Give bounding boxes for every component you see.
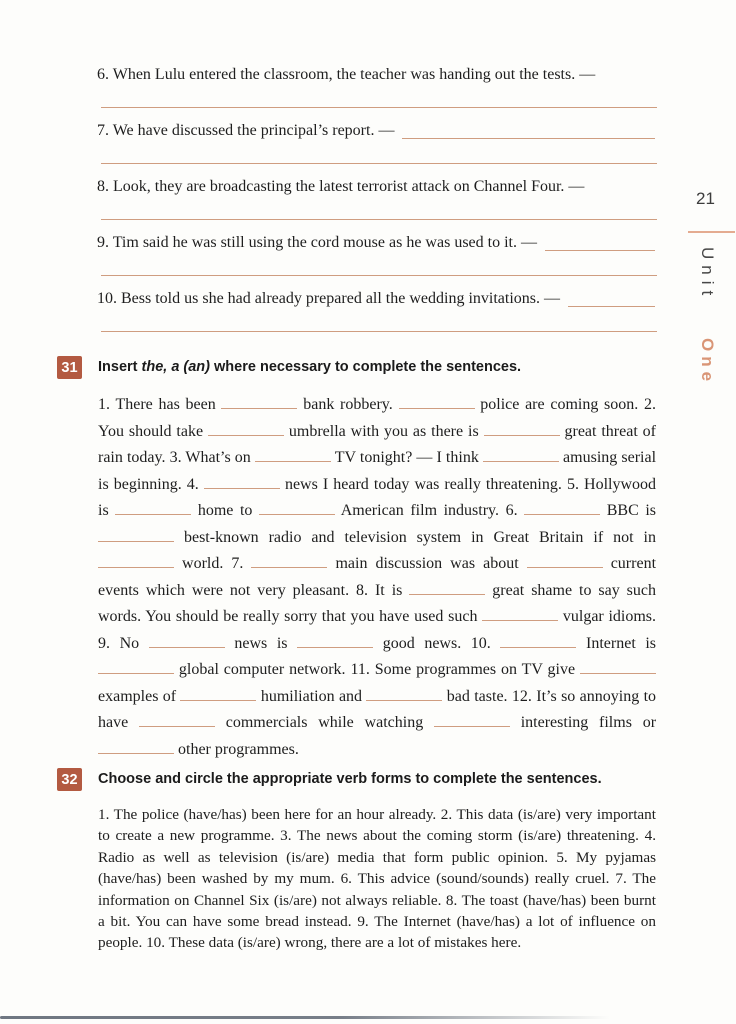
sentence-item-6 — [97, 64, 657, 108]
blank-line — [251, 555, 327, 568]
page-number: 21 — [696, 189, 715, 208]
blank-line — [115, 502, 191, 515]
answer-line — [101, 275, 657, 276]
answer-line — [101, 331, 657, 332]
exercise-instruction — [98, 359, 521, 375]
answer-line — [101, 107, 657, 108]
sentence-item-7 — [97, 120, 657, 164]
blank-line — [180, 688, 256, 701]
exercise-number-badge: 32 — [57, 768, 82, 791]
blank-line — [149, 635, 225, 648]
unit-label: Unit — [698, 247, 717, 302]
blank-line — [259, 502, 335, 515]
blank-line — [98, 741, 174, 754]
instruction-suffix: where necessary to complete the sentences. — [210, 359, 522, 375]
exercise-32 — [57, 768, 657, 954]
blank-line — [255, 449, 331, 462]
blank-line — [139, 714, 215, 727]
answer-line — [101, 219, 657, 220]
blank-line — [98, 661, 174, 674]
exercise-number-badge: 31 — [57, 356, 82, 379]
blank-line — [484, 423, 560, 436]
sentence-item-8 — [97, 176, 657, 220]
blank-line — [98, 529, 174, 542]
blank-line — [524, 502, 600, 515]
sentence-text: 6. When Lulu entered the classroom, the teacher was handing out the tests. — — [97, 66, 596, 83]
page-scan-shadow — [0, 1016, 622, 1019]
blank-line — [399, 396, 475, 409]
instruction-prefix: Insert — [98, 359, 142, 375]
sentence-text: 9. Tim said he was still using the cord mouse as he was used to it. — — [97, 234, 537, 251]
exercise-31 — [57, 356, 657, 763]
blank-line — [483, 449, 559, 462]
answer-line — [101, 163, 657, 164]
sentence-transformation-items — [97, 64, 657, 344]
sentence-text: 7. We have discussed the principal’s report. — — [97, 122, 395, 139]
margin-divider-rule — [688, 231, 735, 233]
unit-number-label: One — [698, 338, 717, 387]
blank-line — [208, 423, 284, 436]
blank-line — [580, 661, 656, 674]
inline-answer-line — [568, 306, 655, 307]
sentence-item-9 — [97, 232, 657, 276]
inline-answer-line — [545, 250, 655, 251]
blank-line — [366, 688, 442, 701]
blank-line — [527, 555, 603, 568]
blank-line — [500, 635, 576, 648]
blank-line — [204, 476, 280, 489]
inline-answer-line — [402, 138, 655, 139]
blank-line — [434, 714, 510, 727]
sentence-text: 10. Bess told us she had already prepared all the wedding invitations. — — [97, 290, 561, 307]
blank-line — [409, 582, 485, 595]
exercise-31-text: 1. There has been bank robbery. police are coming soon. 2. You should take umbrella with you as there is great threat of rain today. 3. What’s on TV tonight? — I think amusing serial is beginning. 4. news I heard today was really threatening. 5. Hollywood is home to American film industry. 6. BBC is best-known radio and television system in Great Britain if not in world. 7. main discussion was about current events which were not very pleasant. 8. It is great shame to say such words. You should be really sorry that you have used such vulgar idioms. 9. No news is good news. 10. Internet is global computer network. 11. Some programmes on TV give examples of humiliation and bad taste. 12. It’s so annoying to have commercials while watching interesting films or other programmes. — [98, 396, 657, 758]
blank-line — [221, 396, 297, 409]
blank-line — [98, 555, 174, 568]
sentence-text: 8. Look, they are broadcasting the latest terrorist attack on Channel Four. — — [97, 178, 585, 195]
blank-line — [297, 635, 373, 648]
blank-line — [482, 608, 558, 621]
exercise-instruction: Choose and circle the appropriate verb forms to complete the sentences. — [98, 771, 602, 787]
exercise-32-text: 1. The police (have/has) been here for an hour already. 2. This data (is/are) very important to create a new programme. 3. The news about the coming storm (is/are) threatening. 4. Radio as well as television (is/are) media that form public opinion. 5. My pyjamas (have/has) been washed by my mum. 6. This advice (sound/sounds) really cruel. 7. The information on Channel Six (is/are) not always reliable. 8. The toast (have/has) been burnt a bit. You can have some bread instead. 9. The Internet (have/has) a lot of influence on people. 10. These data (is/are) wrong, there are a lot of mistakes here. — [98, 806, 656, 952]
sentence-item-10 — [97, 288, 657, 332]
instruction-italic: the, a (an) — [141, 359, 210, 375]
